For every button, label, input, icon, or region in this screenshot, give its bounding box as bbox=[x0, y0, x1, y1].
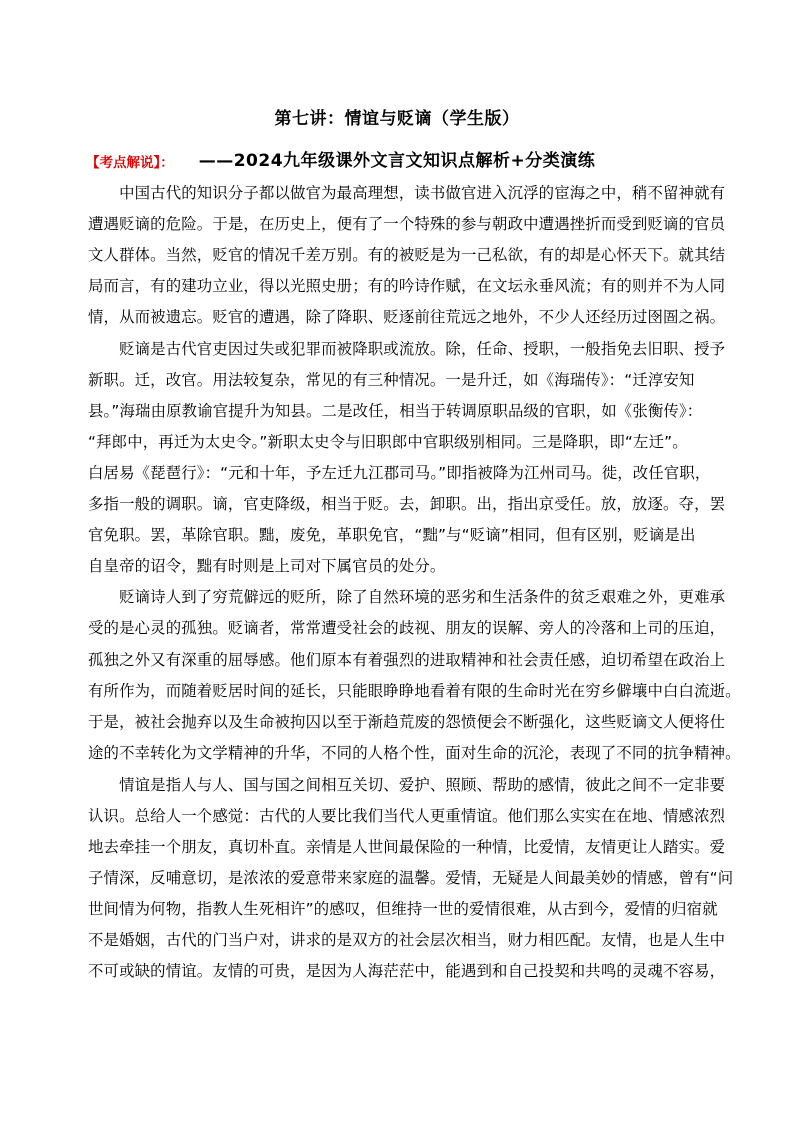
text-line: 中国古代的知识分子都以做官为最高理想，读书做官进入沉浮的宦海之中，稍不留神就有 bbox=[88, 184, 726, 202]
text-line: “拜郎中，再迁为太史令。”新职太史令与旧职郎中官职级别相同。三是降职，即“左迁”。 bbox=[88, 433, 688, 451]
text-line: 途的不幸转化为文学精神的升华，不同的人格个性，面对生命的沉沦，表现了不同的抗争精神。 bbox=[88, 744, 741, 762]
text-line: 认识。总给人一个感觉：古代的人要比我们当代人更重情谊。他们那么实实在在地、情感浓烈 bbox=[88, 807, 726, 825]
text-line: 有所作为，而随着贬居时间的延长，只能眼睁睁地看着有限的生命时光在穷乡僻壤中白白流逝。 bbox=[88, 682, 741, 700]
text-line: 县。”海瑞由原教谕官提升为知县。二是改任，相当于转调原职品级的官职，如《张衡传》： bbox=[88, 402, 703, 420]
document-subtitle: ——2024九年级课外文言文知识点解析+分类演练 bbox=[198, 151, 596, 171]
text-line: 新职。迁，改官。用法较复杂，常见的有三种情况。一是升迁，如《海瑞传》：“迁淳安知 bbox=[88, 371, 695, 389]
text-line: 文人群体。当然，贬官的情况千差万别。有的被贬是为一己私欲，有的却是心怀天下。就其结 bbox=[88, 246, 726, 264]
text-line: 情，从而被遗忘。贬官的遭遇，除了降职、贬逐前往荒远之地外，不少人还经历过囹圄之祸。 bbox=[88, 308, 726, 326]
text-line: 子情深，反哺意切，是浓浓的爱意带来家庭的温馨。爱情，无疑是人间最美妙的情感，曾有“问 bbox=[88, 869, 734, 887]
text-line: 情谊是指人与人、国与国之间相互关切、爱护、照顾、帮助的感情，彼此之间不一定非要 bbox=[88, 776, 726, 794]
text-line: 受的是心灵的孤独。贬谪者，常常遭受社会的歧视、朋友的误解、旁人的冷落和上司的压迫， bbox=[88, 619, 726, 637]
text-line: 贬谪诗人到了穷荒僻远的贬所，除了自然环境的恶劣和生活条件的贫乏艰难之外，更难承 bbox=[88, 588, 726, 606]
text-line: 自皇帝的诏令，黜有时则是上司对下属官员的处分。 bbox=[88, 557, 446, 575]
text-line: 地去牵挂一个朋友，真切朴直。亲情是人世间最保险的一种情，比爱情，友情更让人踏实。爱 bbox=[88, 838, 726, 856]
text-line: 贬谪是古代官吏因过失或犯罪而被降职或流放。除，任命、授职，一般指免去旧职、授予 bbox=[88, 340, 726, 358]
section-label-kaodian: 【考点解说】： bbox=[86, 155, 174, 171]
text-line: 孤独之外又有深重的屈辱感。他们原本有着强烈的进取精神和社会责任感，迫切希望在政治上 bbox=[88, 651, 726, 669]
document-title: 第七讲：情谊与贬谪（学生版） bbox=[274, 109, 520, 129]
text-line: 不可或缺的情谊。友情的可贵，是因为人海茫茫中，能遇到和自己投契和共鸣的灵魂不容易， bbox=[88, 962, 726, 980]
text-line: 局而言，有的建功立业，得以光照史册；有的吟诗作赋，在文坛永垂风流；有的则并不为人同 bbox=[88, 277, 726, 295]
text-line: 世间情为何物，指教人生死相许”的感叹，但维持一世的爱情很难，从古到今，爱情的归宿就 bbox=[88, 900, 718, 918]
text-line: 不是婚姻，古代的门当户对，讲求的是双方的社会层次相当，财力相匹配。友情，也是人生中 bbox=[88, 931, 726, 949]
text-line: 官免职。罢，革除官职。黜，废免，革职免官，“黜”与“贬谪”相同，但有区别，贬谪是出 bbox=[88, 526, 696, 544]
text-line: 多指一般的调职。谪，官吏降级，相当于贬。去，卸职。出，指出京受任。放，放逐。夺，罢 bbox=[88, 495, 726, 513]
text-line: 于是，被社会抛弃以及生命被拘囚以至于渐趋荒废的怨愤便会不断强化，这些贬谪文人便将仕 bbox=[88, 713, 726, 731]
text-line: 遭遇贬谪的危险。于是，在历史上，便有了一个特殊的参与朝政中遭遇挫折而受到贬谪的官员 bbox=[88, 215, 726, 233]
text-line: 白居易《琵琶行》：“元和十年，予左迁九江郡司马。”即指被降为江州司马。徙，改任官职， bbox=[88, 464, 711, 482]
